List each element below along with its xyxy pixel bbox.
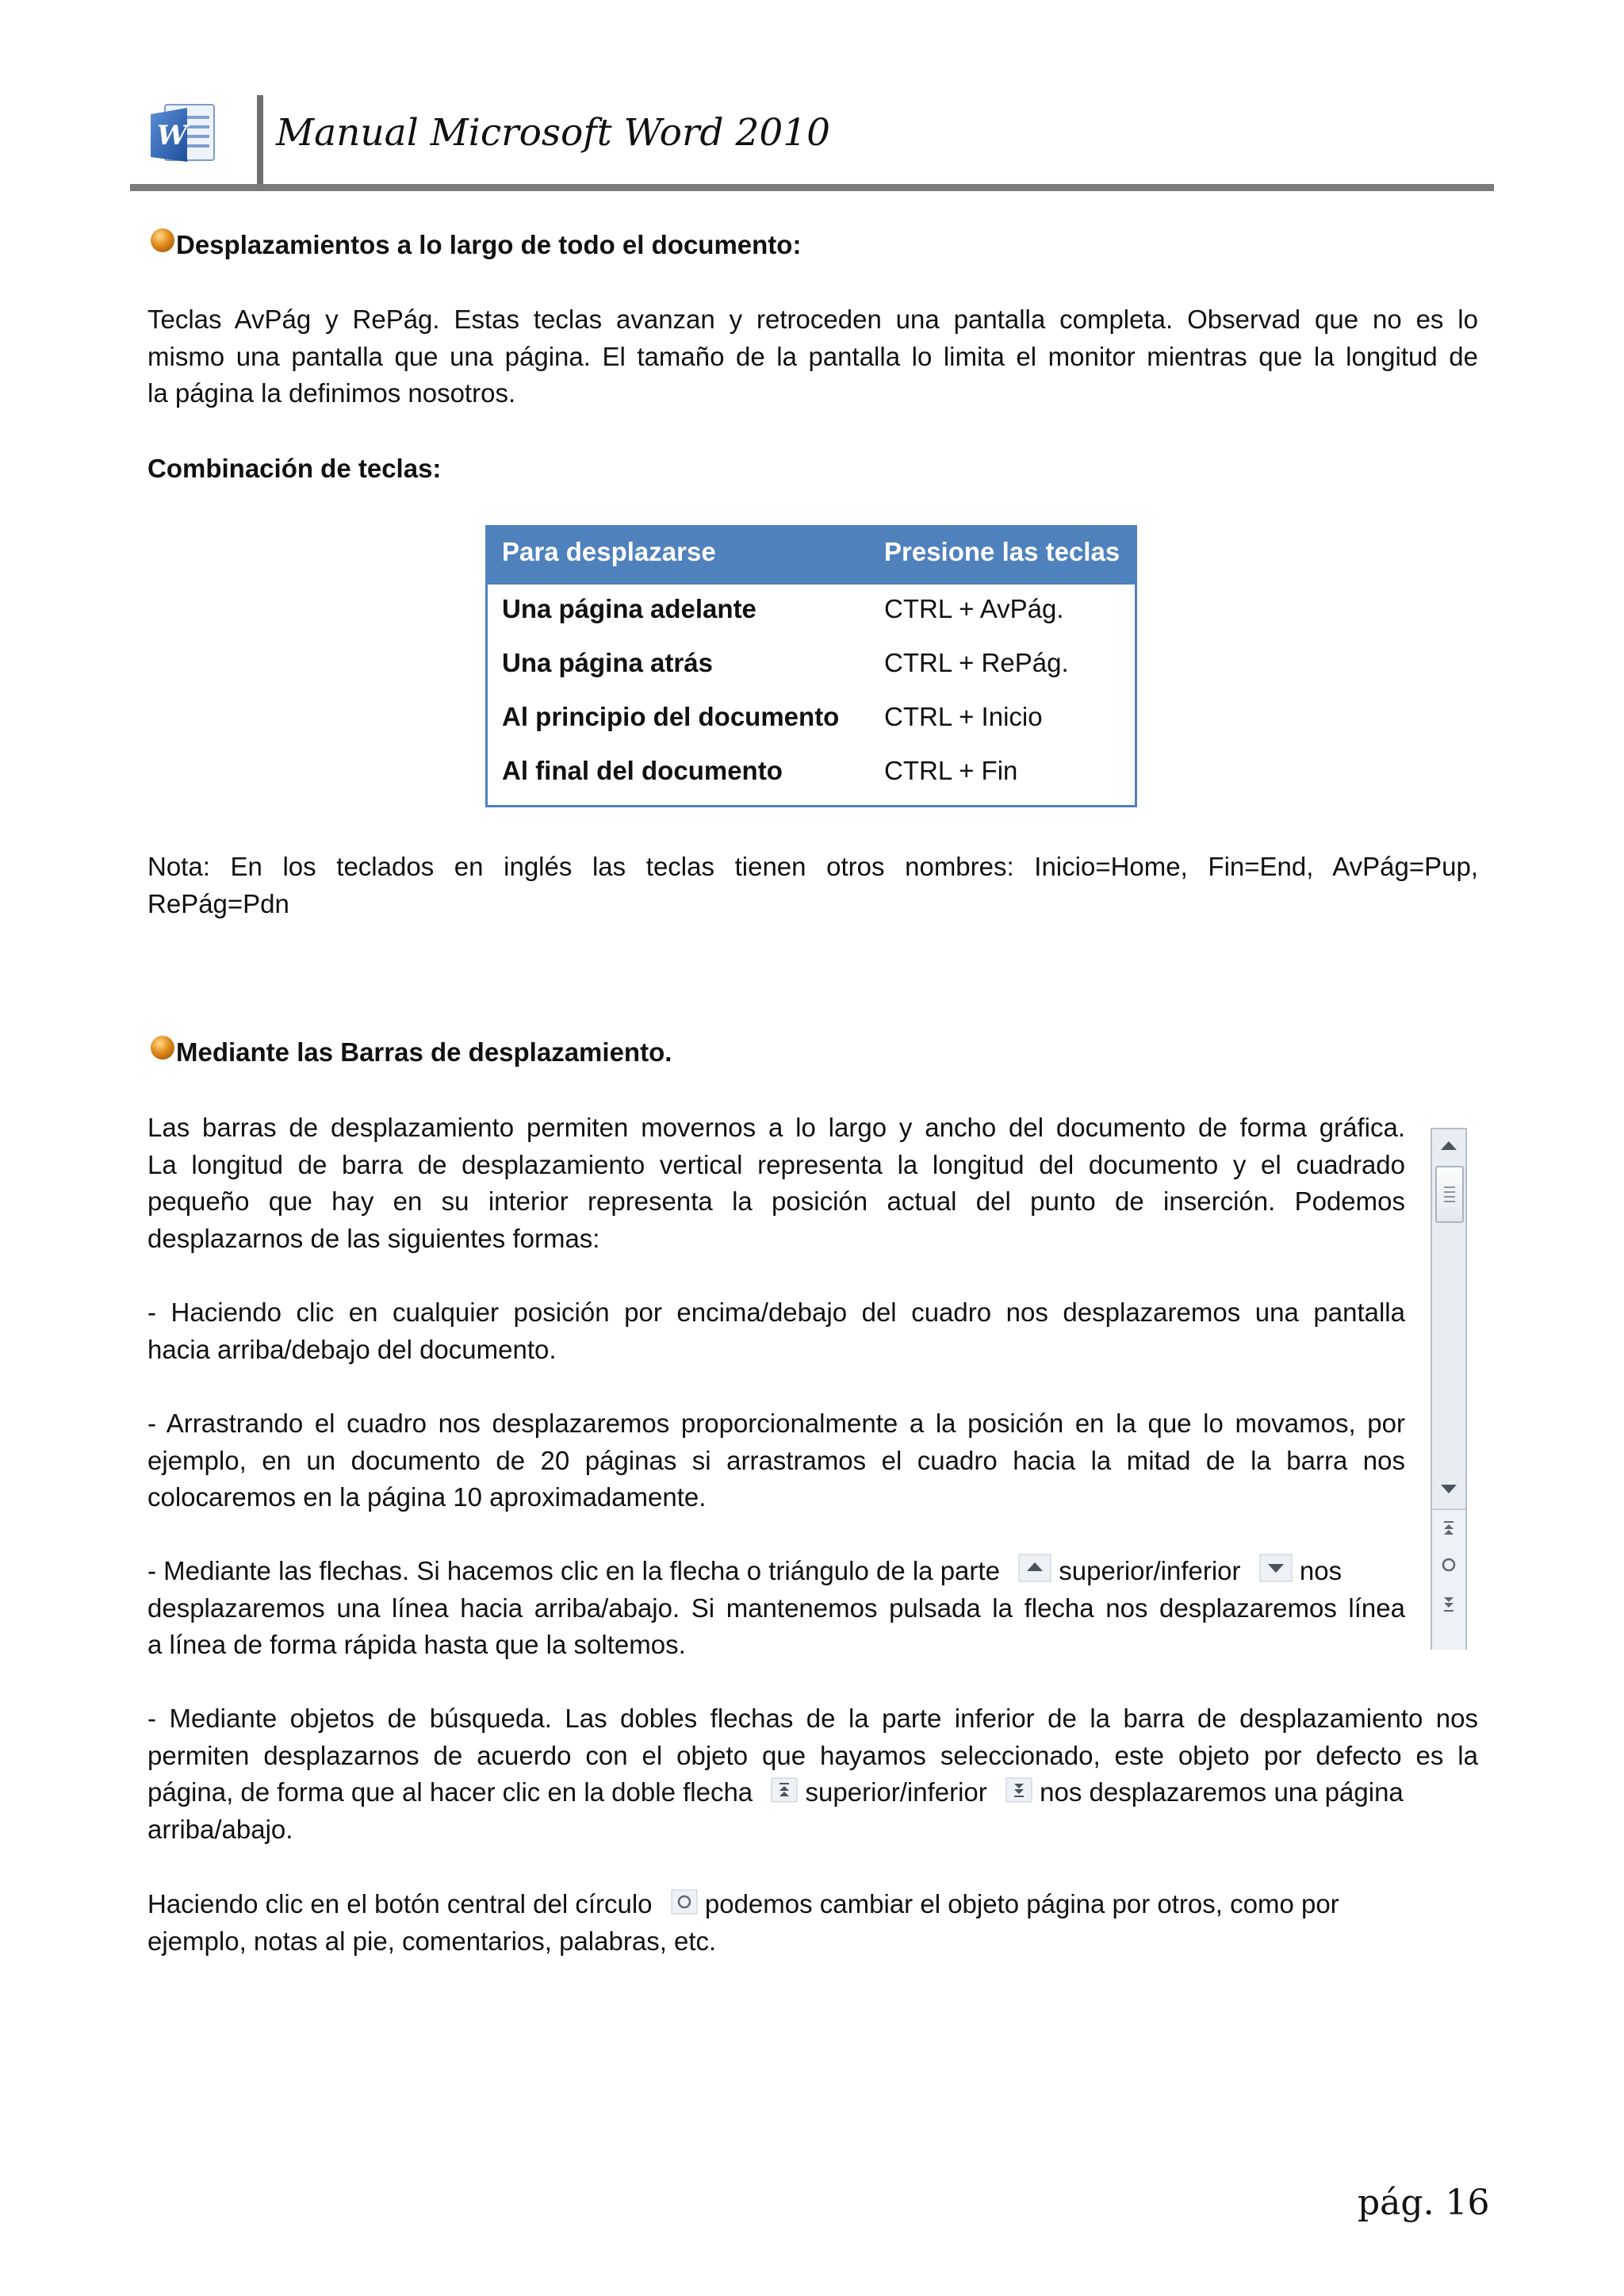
text-line [147,1774,1478,1811]
text-segment: podemos cambiar el objeto página por otros, como por [704,1889,1339,1918]
text-segment: - Mediante las flechas. Si hacemos clic en la flecha o triángulo de la parte [147,1556,1000,1585]
paragraph-avpag [147,301,1478,412]
table-row [488,640,1135,694]
text-segment: superior/inferior [1059,1556,1241,1585]
text-line: ejemplo, en un documento de 20 páginas si arrastramos el cuadro hacia la mitad de la barra nos [147,1445,1405,1475]
table-cell: CTRL + RePág. [884,648,1069,677]
table-cell: Una página adelante [502,594,756,623]
word-logo-icon [147,102,227,168]
down-arrow-icon [1259,1554,1293,1593]
section-heading-barras: Mediante las Barras de desplazamiento. [176,1037,672,1067]
browse-buttons [1432,1508,1465,1650]
paragraph-arrows [147,1553,1405,1664]
text-line [147,1553,1405,1590]
paragraph-search [147,1700,1478,1848]
section-heading-documento: Desplazamientos a lo largo de todo el documento: [176,230,802,259]
text-line: Las barras de desplazamiento permiten movernos a lo largo y ancho del documento de forma gráfica. [147,1113,1405,1142]
select-browse-object-icon [671,1888,698,1925]
browse-object-circle-icon [1438,1554,1459,1579]
text-line: permiten desplazarnos de acuerdo con el objeto que hayamos seleccionado, este objeto por defecto es la [147,1740,1478,1770]
text-segment: superior/inferior [805,1777,987,1807]
text-line: - Mediante objetos de búsqueda. Las dobles flechas de la parte inferior de la barra de desplazamiento nos [147,1704,1478,1733]
next-page-icon [1438,1593,1459,1619]
note-paragraph [147,849,1478,922]
text-line [147,1886,1478,1923]
table-header [488,527,1135,585]
table-cell: Al final del documento [502,756,783,785]
text-line: Nota: En los teclados en inglés las teclas tienen otros nombres: Inicio=Home, Fin=End, AvPág=Pup, [147,852,1478,881]
table-row [488,748,1135,802]
scroll-down-arrow-icon [1432,1470,1465,1505]
double-up-arrow-icon [771,1776,798,1813]
text-line: RePág=Pdn [147,888,289,918]
text-line: hacia arriba/debajo del documento. [147,1334,557,1364]
text-line: arriba/abajo. [147,1814,293,1844]
text-segment: Haciendo clic en el botón central del círculo [147,1889,653,1918]
paragraph-drag [147,1405,1405,1516]
header-rule [130,184,1494,191]
paragraph-intro [147,1110,1405,1257]
text-line: La longitud de barra de desplazamiento vertical representa la longitud del documento y el cuadrado [147,1149,1405,1179]
column-header: Para desplazarse [502,537,716,566]
table-row [488,694,1135,748]
bullet-icon [151,228,174,252]
vertical-scrollbar-illustration [1431,1128,1467,1650]
paragraph-circle [147,1886,1478,1960]
column-header: Presione las teclas [884,537,1120,566]
bullet-icon [151,1036,174,1060]
header-divider [257,95,263,184]
text-line: Teclas AvPág y RePág. Estas teclas avanzan y retroceden una pantalla completa. Observad que no es lo [147,305,1478,334]
text-segment: nos desplazaremos una página [1040,1777,1404,1807]
text-line: pequeño que hay en su interior representa la posición actual del punto de inserción. Podemos [147,1186,1405,1216]
text-line: a línea de forma rápida hasta que la soltemos. [147,1630,686,1659]
text-segment: nos [1299,1556,1342,1585]
table-cell: CTRL + Fin [884,756,1018,785]
text-line: - Haciendo clic en cualquier posición por encima/debajo del cuadro nos desplazaremos una pantalla [147,1297,1405,1327]
text-line: colocaremos en la página 10 aproximadamente. [147,1482,707,1512]
scroll-up-arrow-icon [1432,1129,1465,1164]
table-row [488,586,1135,640]
shortcut-table [485,525,1137,807]
text-line: - Arrastrando el cuadro nos desplazaremos proporcionalmente a la posición en la que lo movamos, por [147,1409,1405,1438]
paragraph-click [147,1294,1405,1368]
table-cell: CTRL + AvPág. [884,594,1064,623]
table-cell: Una página atrás [502,648,713,677]
double-down-arrow-icon [1005,1776,1032,1813]
text-segment: página, de forma que al hacer clic en la doble flecha [147,1777,753,1807]
text-line: desplazaremos una línea hacia arriba/abajo. Si mantenemos pulsada la flecha nos desplazaremos línea [147,1593,1405,1623]
combo-heading: Combinación de teclas: [147,454,442,483]
svg-text:W: W [157,120,188,151]
table-cell: CTRL + Inicio [884,702,1043,731]
text-line: la página la definimos nosotros. [147,378,516,408]
text-line: ejemplo, notas al pie, comentarios, palabras, etc. [147,1926,717,1956]
up-arrow-icon [1018,1554,1051,1593]
previous-page-icon [1438,1518,1459,1544]
text-line: desplazarnos de las siguientes formas: [147,1223,600,1253]
header-title: Manual Microsoft Word 2010 [276,111,831,155]
text-line: mismo una pantalla que una página. El tamaño de la pantalla lo limita el monitor mientras que la longitud de [147,341,1478,371]
scroll-thumb [1435,1166,1464,1223]
table-cell: Al principio del documento [502,702,840,731]
page-number: pág. 16 [1358,2183,1490,2223]
